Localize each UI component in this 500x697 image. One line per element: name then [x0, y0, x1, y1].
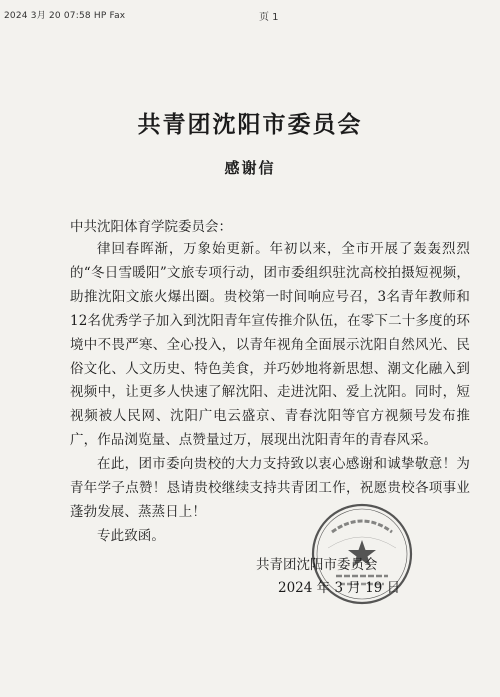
body-paragraph-2: 在此，团市委向贵校的大力支持致以衷心感谢和诚挚敬意！为青年学子点赞！恳请贵校继续支持共青团工作，祝愿贵校各项事业蓬勃发展、蒸蒸日上！: [70, 456, 470, 520]
organization-title: 共青团沈阳市委员会: [137, 111, 363, 138]
body-paragraph-1: 律回春晖渐，万象始更新。年初以来，全市开展了轰轰烈烈的“冬日雪暖阳”文旅专项行动，团市委组织驻沈高校拍摄短视频，助推沈阳文旅火爆出圈。贵校第一时间响应号召，3名青年教师和12名优秀学子加入到沈阳青年宣传推介队伍，在零下二十多度的环境中不畏严寒、全心投入，以青年视角全面展示沈阳自然风光、民俗文化、人文历史、特色美食，并巧妙地将新思想、潮文化融入到视频中，让更多人快速了解沈阳、走进沈阳、爱上沈阳。同时，短视频被人民网、沈阳广电云盛京、青春沈阳等官方视频号发布推广，作品浏览量、点赞量过万，展现出沈阳青年的青春风采。: [70, 241, 470, 449]
document-title: 感谢信: [224, 159, 276, 177]
salutation: 中共沈阳体育学院委员会：: [70, 219, 232, 235]
closing-paragraph: 专此致函。: [97, 527, 165, 544]
signature-date: 2024 年 3 月 19 日: [278, 580, 401, 596]
fax-header-info: 2024 3月 20 07:58 HP Fax: [4, 11, 126, 21]
fax-header: [0, 8, 500, 22]
signature-organization: 共青团沈阳市委员会: [256, 557, 378, 573]
fax-page-number: 页 1: [259, 12, 279, 23]
